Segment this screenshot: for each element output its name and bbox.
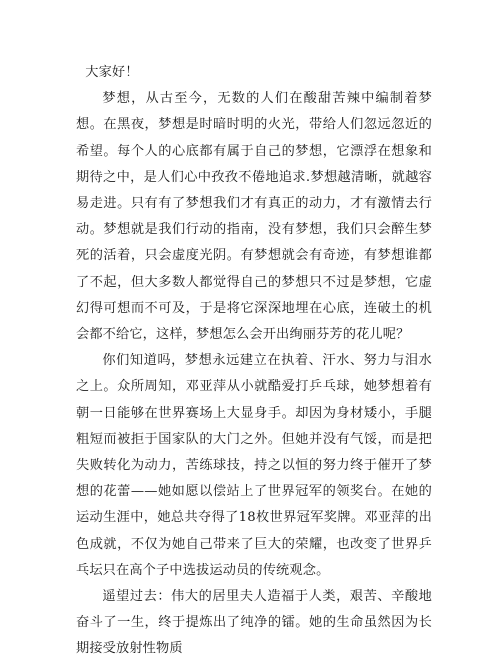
paragraph-deng-yaping: 你们知道吗，梦想永远建立在执着、汗水、努力与泪水之上。众所周知，邓亚萍从小就酷爱打乒乓球，她梦想着有朝一日能够在世界赛场上大显身手。却因为身材矮小，手腿粗短而被拒于国家队的大门之外。但她并没有气馁，而是把失败转化为动力，苦练球技，持之以恒的努力终于催开了梦想的花蕾——她如愿以偿站上了世界冠军的领奖台。在她的运动生涯中，她总共夺得了18枚世界冠军奖牌。邓亚萍的出色成就，不仅为她自己带来了巨大的荣耀，也改变了世界乒乓坛只在高个子中选拔运动员的传统观念。	[76, 353, 432, 578]
paragraph-dreams-intro: 梦想，从古至今，无数的人们在酸甜苦辣中编制着梦想。在黑夜，梦想是时暗时明的火光，带给人们忽远忽近的希望。每个人的心底都有属于自己的梦想，它漂浮在想象和期待之中，是人们心中孜孜不倦地追求.梦想越清晰，就越容易走进。只有有了梦想我们才有真正的动力，才有激情去行动。梦想就是我们行动的指南，没有梦想，我们只会醉生梦死的活着，只会虚度光阴。有梦想就会有奇迹，有梦想谁都了不起，但大多数人都觉得自己的梦想只不过是梦想，它虚幻得可想而不可及，于是将它深深地埋在心底，连破土的机会都不给它，这样，梦想怎么会开出绚丽芬芳的花儿呢？	[76, 91, 432, 343]
document-body	[76, 60, 432, 663]
greeting-line: 大家好！	[85, 65, 139, 80]
paragraph-marie-curie: 遥望过去：伟大的居里夫人造福于人类，艰苦、辛酸地奋斗了一生，终于提炼出了纯净的镭。她的生命虽然因为长期接受放射性物质	[76, 589, 432, 657]
